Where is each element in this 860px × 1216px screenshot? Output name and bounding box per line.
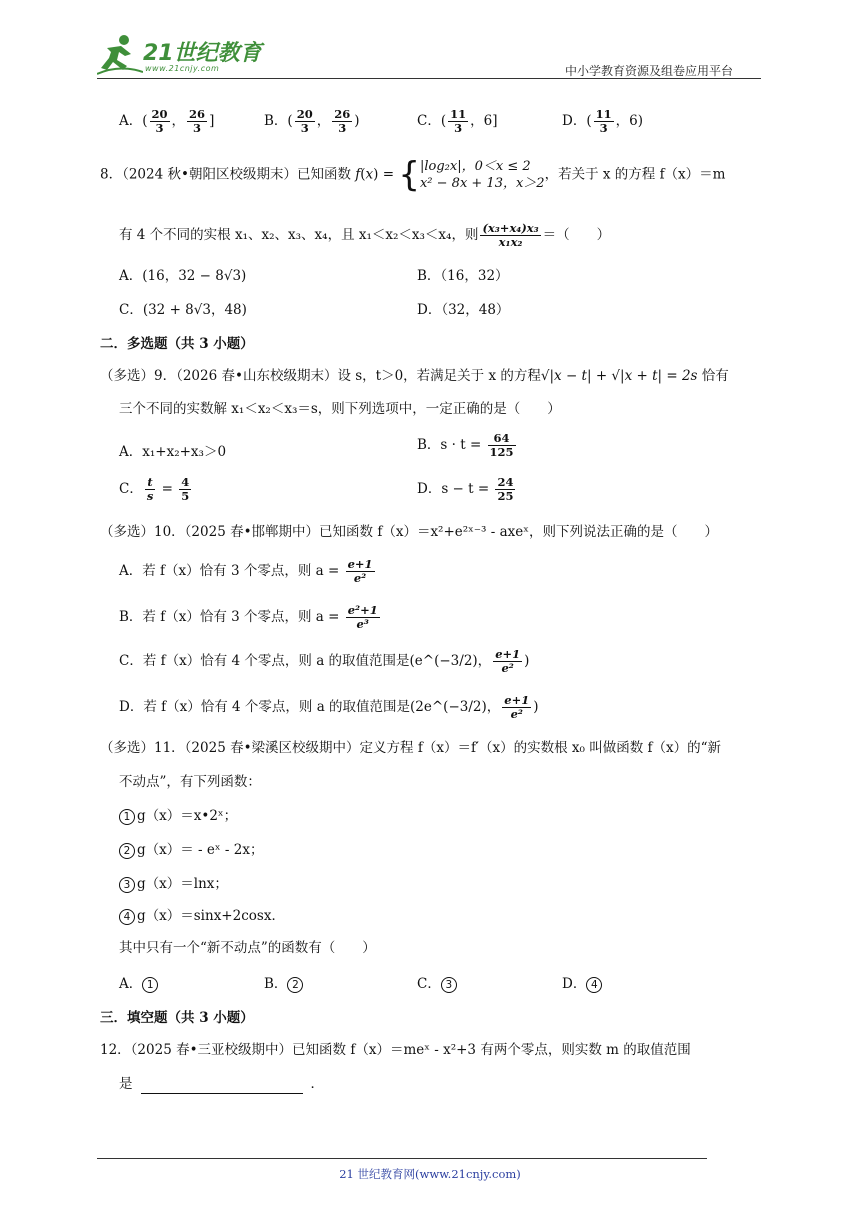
q11-stem-line1: （多选）11．（2025 春•梁溪区校级期中）定义方程 f（x）＝f′（x）的实数根 x₀ 叫做函数 f（x）的“新 bbox=[100, 740, 722, 756]
q9-option-b[interactable]: B．s · t = $\frac{64}{125}$ bbox=[417, 431, 514, 459]
q11-question: 其中只有一个“新不动点”的函数有（ ） bbox=[119, 940, 376, 956]
q8-option-b[interactable]: B．（16，32） bbox=[417, 268, 509, 284]
header-rule bbox=[97, 78, 761, 79]
q8-option-a[interactable]: A．(16，32 − 8√3) bbox=[119, 268, 247, 284]
q10-stem: （多选）10．（2025 春•邯郸期中）已知函数 f（x）＝x²+e²ˣ⁻³ - axeˣ，则下列说法正确的是（ ） bbox=[100, 524, 718, 540]
q7-option-b[interactable]: B．( $\frac{20}{3}$ ， $\frac{26}{3}$ ) bbox=[264, 107, 360, 135]
section-heading-multiple-choice: 二．多选题（共 3 小题） bbox=[100, 336, 254, 352]
q10-option-d[interactable]: D．若 f（x）恰有 4 个零点，则 a 的取值范围是(2e^(−3/2)， $\frac{e+1}{\text{e²}}$ ) bbox=[119, 693, 539, 721]
logo-text: 21世纪教育 bbox=[143, 41, 262, 66]
piecewise-brace: { bbox=[398, 155, 420, 195]
footer-link[interactable]: 21 世纪教育网(www.21cnjy.com) bbox=[339, 1167, 521, 1181]
header bbox=[0, 0, 860, 80]
q9-stem-line2: 三个不同的实数解 x₁＜x₂＜x₃＝s，则下列选项中，一定正确的是（ ） bbox=[119, 401, 561, 417]
q11-option-a[interactable]: A． 1 bbox=[119, 972, 160, 993]
q7-option-c[interactable]: C．( $\frac{11}{3}$ ，6] bbox=[417, 107, 498, 135]
q8-stem-line1: 8．（2024 秋•朝阳区校级期末）已知函数 f(x) = { |log₂x|，0＜x ≤ 2 x² − 8x + 13，x＞2 ，若关于 x 的方程 f（x）＝m bbox=[100, 155, 726, 195]
q12-stem-line1: 12．（2025 春•三亚校级期中）已知函数 f（x）＝meˣ - x²+3 有两个零点，则实数 m 的取值范围 bbox=[100, 1042, 691, 1058]
q11-stem-line2: 不动点”，有下列函数： bbox=[119, 774, 261, 790]
q8-option-c[interactable]: C．(32 + 8√3，48) bbox=[119, 302, 247, 318]
footer-rule bbox=[97, 1158, 707, 1159]
q7-option-a[interactable]: A．( $\frac{20}{3}$ ， $\frac{26}{3}$ ] bbox=[119, 107, 215, 135]
q8-stem-line2: 有 4 个不同的实根 x₁、x₂、x₃、x₄，且 x₁＜x₂＜x₃＜x₄，则 $\frac{\text{(x₃+x₄)x₃}}{\text{x₁x₂}}$ ＝（ ） bbox=[119, 221, 611, 249]
q9-stem-line1: （多选）9．（2026 春•山东校级期末）设 s，t＞0，若满足关于 x 的方程√|x − t| + √|x + t| = 2s 恰有 bbox=[100, 368, 729, 384]
q11-item-3: 3 g（x）＝lnx； bbox=[119, 874, 228, 894]
q9-option-d[interactable]: D．s − t = $\frac{24}{25}$ bbox=[417, 475, 514, 503]
section-heading-fill-blank: 三．填空题（共 3 小题） bbox=[100, 1010, 254, 1026]
q11-item-1: 1 g（x）＝x•2ˣ； bbox=[119, 806, 237, 826]
logo-url: www.21cnjy.com bbox=[145, 64, 220, 73]
q11-option-b[interactable]: B． 2 bbox=[264, 972, 305, 993]
q11-option-d[interactable]: D． 4 bbox=[562, 972, 604, 993]
q8-option-d[interactable]: D．（32，48） bbox=[417, 302, 510, 318]
q10-option-c[interactable]: C．若 f（x）恰有 4 个零点，则 a 的取值范围是(e^(−3/2)， $\frac{e+1}{\text{e²}}$ ) bbox=[119, 647, 530, 675]
q12-stem-line2: 是 ． bbox=[119, 1076, 324, 1092]
platform-name: 中小学教育资源及组卷应用平台 bbox=[565, 64, 734, 78]
q11-option-c[interactable]: C． 3 bbox=[417, 972, 459, 993]
circled-number: 4 bbox=[119, 909, 135, 925]
logo bbox=[97, 34, 262, 78]
circled-number: 1 bbox=[119, 809, 135, 825]
q10-option-a[interactable]: A．若 f（x）恰有 3 个零点，则 a = $\frac{e+1}{\text{e²}}$ bbox=[119, 557, 373, 585]
q11-item-4: 4 g（x）＝sinx+2cosx． bbox=[119, 906, 285, 926]
runner-logo-icon bbox=[97, 34, 143, 76]
answer-blank[interactable] bbox=[141, 1079, 303, 1094]
q11-item-2: 2 g（x）＝ - eˣ - 2x； bbox=[119, 840, 263, 860]
circled-number: 3 bbox=[119, 877, 135, 893]
q7-option-d[interactable]: D．( $\frac{11}{3}$ ，6) bbox=[562, 107, 643, 135]
q9-option-a[interactable]: A．x₁+x₂+x₃＞0 bbox=[119, 444, 227, 460]
q9-option-c[interactable]: C． $\frac{t}{s}$ = $\frac{4}{5}$ bbox=[119, 475, 190, 503]
q10-option-b[interactable]: B．若 f（x）恰有 3 个零点，则 a = $\frac{\text{e²+1}}{\text{e³}}$ bbox=[119, 603, 378, 631]
circled-number: 2 bbox=[119, 843, 135, 859]
